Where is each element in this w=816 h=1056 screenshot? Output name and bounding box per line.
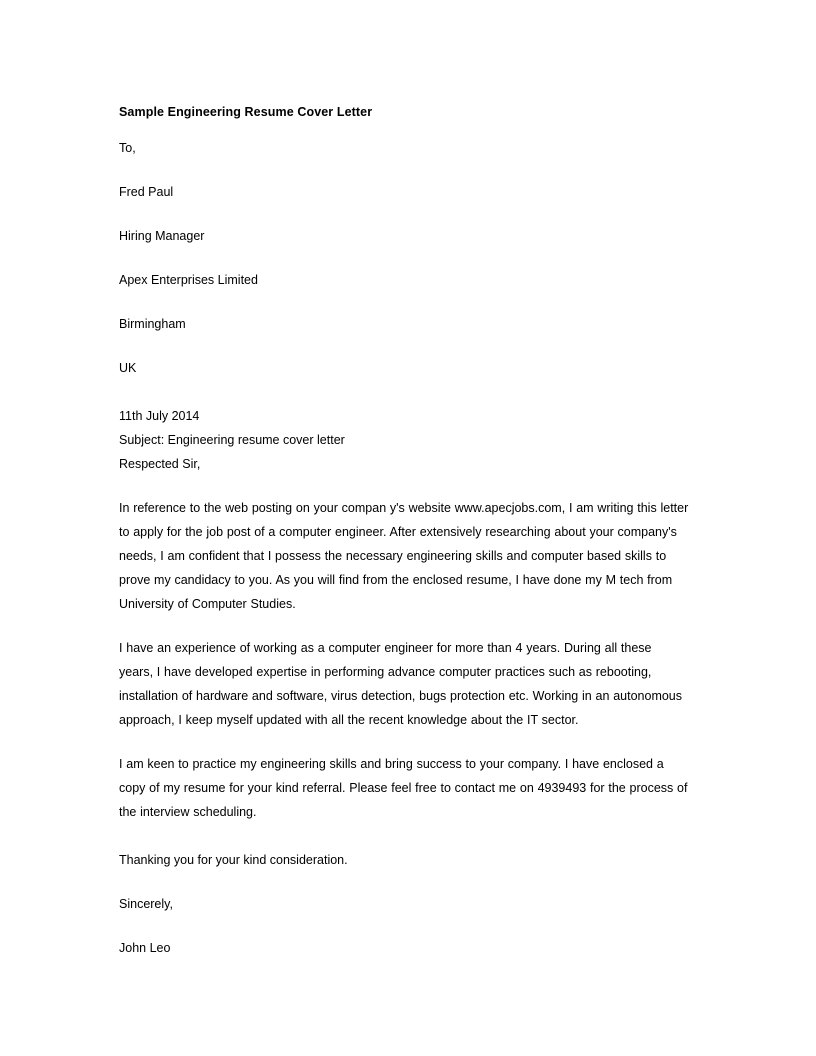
page-title: Sample Engineering Resume Cover Letter xyxy=(119,105,373,119)
letter-date: 11th July 2014 xyxy=(119,409,200,423)
letter-greeting: Respected Sir, xyxy=(119,457,201,471)
letter-meta-block xyxy=(119,404,689,476)
closing-valediction: Sincerely, xyxy=(119,897,173,911)
recipient-company: Apex Enterprises Limited xyxy=(119,273,258,287)
body-paragraph-1: In reference to the web posting on your compan y's website www.apecjobs.com, I am writing this letter to apply for the job post of a computer engineer. After extensively researching about your company's needs, I am confident that I possess the necessary engineering skills and computer based skills to prove my candidacy to you. As you will find from the enclosed resume, I have done my M tech from University of Computer Studies. xyxy=(119,501,689,611)
closing-thanks: Thanking you for your kind consideration. xyxy=(119,853,348,867)
letter-subject: Subject: Engineering resume cover letter xyxy=(119,433,345,447)
recipient-name: Fred Paul xyxy=(119,185,174,199)
recipient-city: Birmingham xyxy=(119,317,186,331)
recipient-country: UK xyxy=(119,361,137,375)
letter-content xyxy=(119,104,689,960)
sender-name: John Leo xyxy=(119,941,171,955)
body-paragraph-2: I have an experience of working as a computer engineer for more than 4 years. During all these years, I have developed expertise in performing advance computer practices such as rebooting, installation of hardware and software, virus detection, bugs protection etc. Working in an autonomous approach, I keep myself updated with all the recent knowledge about the IT sector. xyxy=(119,641,683,727)
recipient-job-title: Hiring Manager xyxy=(119,229,205,243)
body-paragraph-3: I am keen to practice my engineering skills and bring success to your company. I have enclosed a copy of my resume for your kind referral. Please feel free to contact me on 4939493 for the process of the interview scheduling. xyxy=(119,757,688,819)
recipient-salutation-to: To, xyxy=(119,141,136,155)
